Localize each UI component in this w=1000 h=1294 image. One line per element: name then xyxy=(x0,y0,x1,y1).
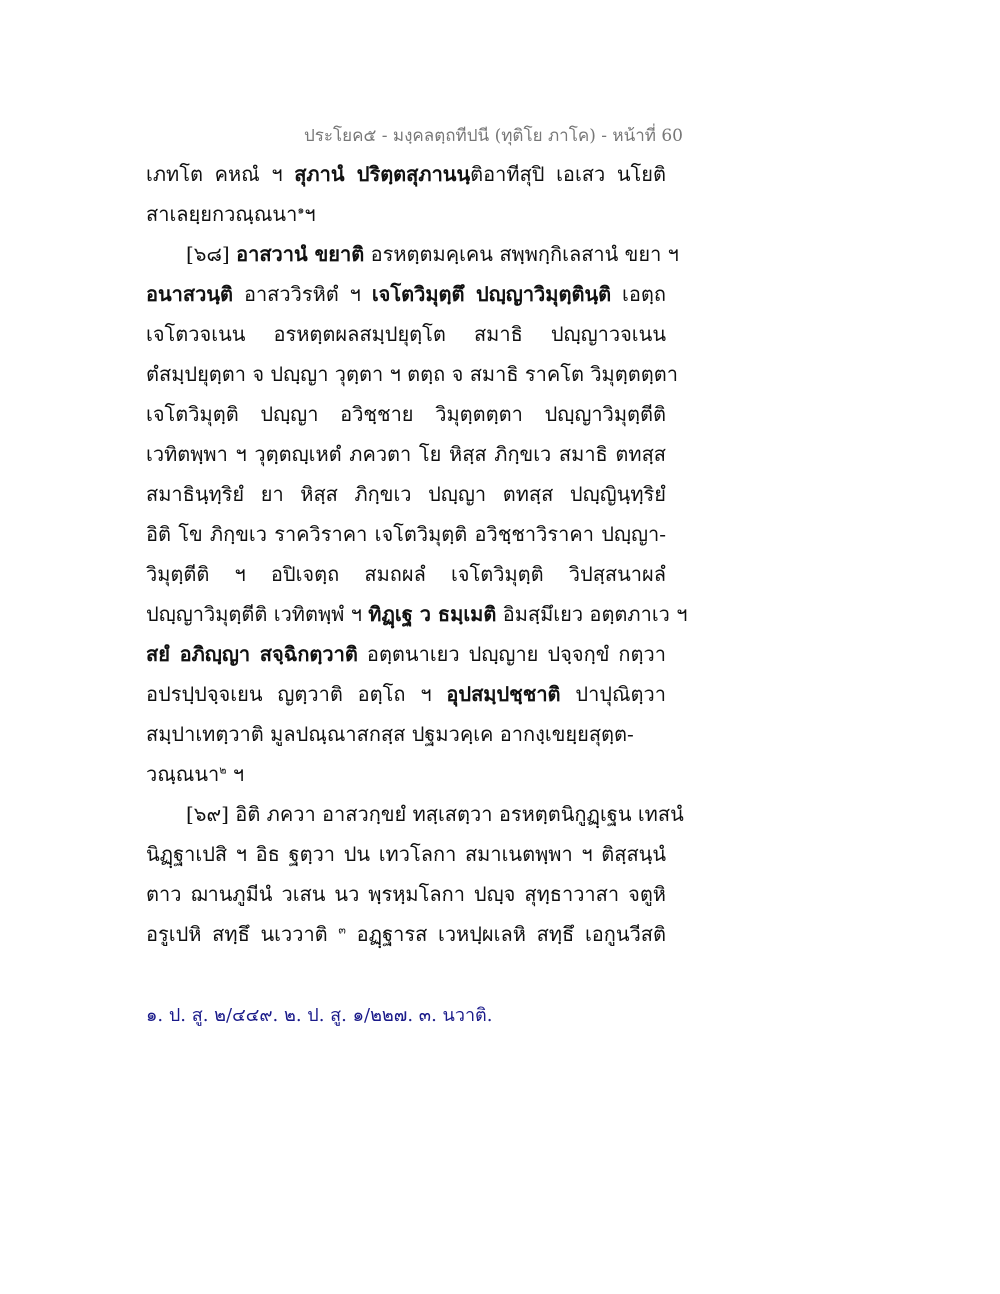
text-line xyxy=(146,316,666,356)
footnote-ref: ๓ xyxy=(338,923,346,937)
text-span: สมฺปาเทตฺวาติ มูลปณฺณาสกสฺส ปฐมวคฺเค อากงฺเขยฺยสุตฺต- xyxy=(146,722,634,746)
bold-term: สยํ อภิญฺญา สจฺฉิกตฺวาติ xyxy=(146,642,358,666)
text-span: ปญฺญาวิมุตฺตีติ เวทิตพฺพํ ฯ xyxy=(146,602,369,626)
text-line xyxy=(146,476,666,516)
body-text xyxy=(146,156,688,956)
text-line xyxy=(146,716,666,756)
text-span: [๖๘] xyxy=(186,242,237,266)
text-span: อิติ โข ภิกฺขเว ราควิราคา เจโตวิมุตฺติ อวิชฺชาวิราคา ปญฺญา- xyxy=(146,522,666,546)
text-span: อตฺตนาเยว ปญฺญาย ปจฺจกฺขํ กตฺวา xyxy=(357,642,666,666)
text-span: เจโตวิมุตฺติ ปญฺญา อวิชฺชาย วิมุตฺตตฺตา ปญฺญาวิมุตฺตีติ xyxy=(146,402,666,426)
text-span: เวทิตพฺพา ฯ วุตฺตญฺเหตํ ภควตา โย หิสฺส ภิกฺขเว สมาธิ ตทสฺส xyxy=(146,442,666,466)
text-line xyxy=(146,796,684,836)
text-span: ฯ xyxy=(304,202,316,226)
text-span: สมาธินฺทฺริยํ ยา หิสฺส ภิกฺขเว ปญฺญา ตทสฺส ปญฺญินฺทฺริยํ xyxy=(146,482,666,506)
text-span: เจโตวจเนน อรหตฺตผลสมฺปยุตฺโต สมาธิ ปญฺญาวจเนน xyxy=(146,322,666,346)
text-span: อปรปฺปจฺจเยน ญตฺวาติ อตฺโถ ฯ xyxy=(146,682,447,706)
bold-term: อาสวานํ ขยาติ xyxy=(236,242,365,266)
text-line xyxy=(146,556,666,596)
text-line xyxy=(146,356,678,396)
text-span: อรูเปหิ สทฺธึ นเววาติ xyxy=(146,922,339,946)
text-line xyxy=(146,916,666,956)
text-line xyxy=(146,396,666,436)
text-line xyxy=(146,596,688,636)
bold-term: ทิฏฺเฐ ว ธมฺเมติ xyxy=(368,602,497,626)
text-span: เอตฺถ xyxy=(611,282,666,306)
text-span: ปาปุณิตฺวา xyxy=(560,682,666,706)
text-span: เภทโต คหณํ ฯ xyxy=(146,162,295,186)
text-span: ตํสมฺปยุตฺตา จ ปญฺญา วุตฺตา ฯ ตตฺถ จ สมาธิ ราคโต วิมุตฺตตฺตา xyxy=(146,362,678,386)
text-span: อรหตฺตมคฺเคน สพฺพกฺกิเลสานํ ขยา ฯ xyxy=(364,242,679,266)
text-line xyxy=(146,836,666,876)
text-span: นิฏฺฐาเปสิ ฯ อิธ ฐตฺวา ปน เทวโลกา สมาเนตพฺพา ฯ ติสฺสนฺนํ xyxy=(146,842,666,866)
running-header: ประโยค๕ - มงฺคลตฺถทีปนี (ทุติโย ภาโค) - หน้าที่ 60 xyxy=(303,126,683,146)
text-span: ติอาทีสุปิ เอเสว นโยติ xyxy=(470,162,666,186)
bold-term: อุปสมฺปชฺชาติ xyxy=(446,682,561,706)
text-line xyxy=(146,196,666,236)
footnote-ref: ๑ xyxy=(297,203,305,217)
text-span: อาสววิรหิตํ ฯ xyxy=(233,282,372,306)
text-span: อฏฺฐารส เวหปฺผเลหิ สทฺธึ เอกูนวีสติ xyxy=(345,922,666,946)
bold-term: เจโตวิมุตฺตึ ปญฺญาวิมุตฺตินฺติ xyxy=(371,282,612,306)
text-span: [๖๙] อิติ ภควา อาสวกฺขยํ ทสฺเสตฺวา อรหตฺตนิกูฏฺเฐน เทสนํ xyxy=(186,802,684,826)
footnote-ref: ๒ xyxy=(219,763,227,777)
text-span: ฯ xyxy=(226,762,245,786)
text-span: วณฺณนา xyxy=(146,762,220,786)
text-line xyxy=(146,236,679,276)
text-line xyxy=(146,436,666,476)
bold-term: สุภานํ ปริตฺตสุภานนฺ xyxy=(294,162,471,186)
text-line xyxy=(146,276,666,316)
text-line xyxy=(146,516,666,556)
text-line xyxy=(146,636,666,676)
text-span: วิมุตฺตีติ ฯ อปิเจตฺถ สมถผลํ เจโตวิมุตฺติ วิปสฺสนาผลํ xyxy=(146,562,666,586)
text-line xyxy=(146,756,666,796)
text-line xyxy=(146,156,666,196)
text-span: ตาว ฌานภูมีนํ วเสน นว พฺรหฺมโลกา ปญฺจ สุทฺธาวาสา จตูหิ xyxy=(146,882,666,906)
text-span: อิมสฺมึเยว อตฺตภาเว ฯ xyxy=(496,602,688,626)
bold-term: อนาสวนฺติ xyxy=(146,282,234,306)
text-line xyxy=(146,676,666,716)
footnotes: ๑. ป. สู. ๒/๔๔๙. ๒. ป. สู. ๑/๒๒๗. ๓. นวาติ. xyxy=(146,1005,493,1026)
text-line xyxy=(146,876,666,916)
text-span: สาเลยฺยกวณฺณนา xyxy=(146,202,298,226)
